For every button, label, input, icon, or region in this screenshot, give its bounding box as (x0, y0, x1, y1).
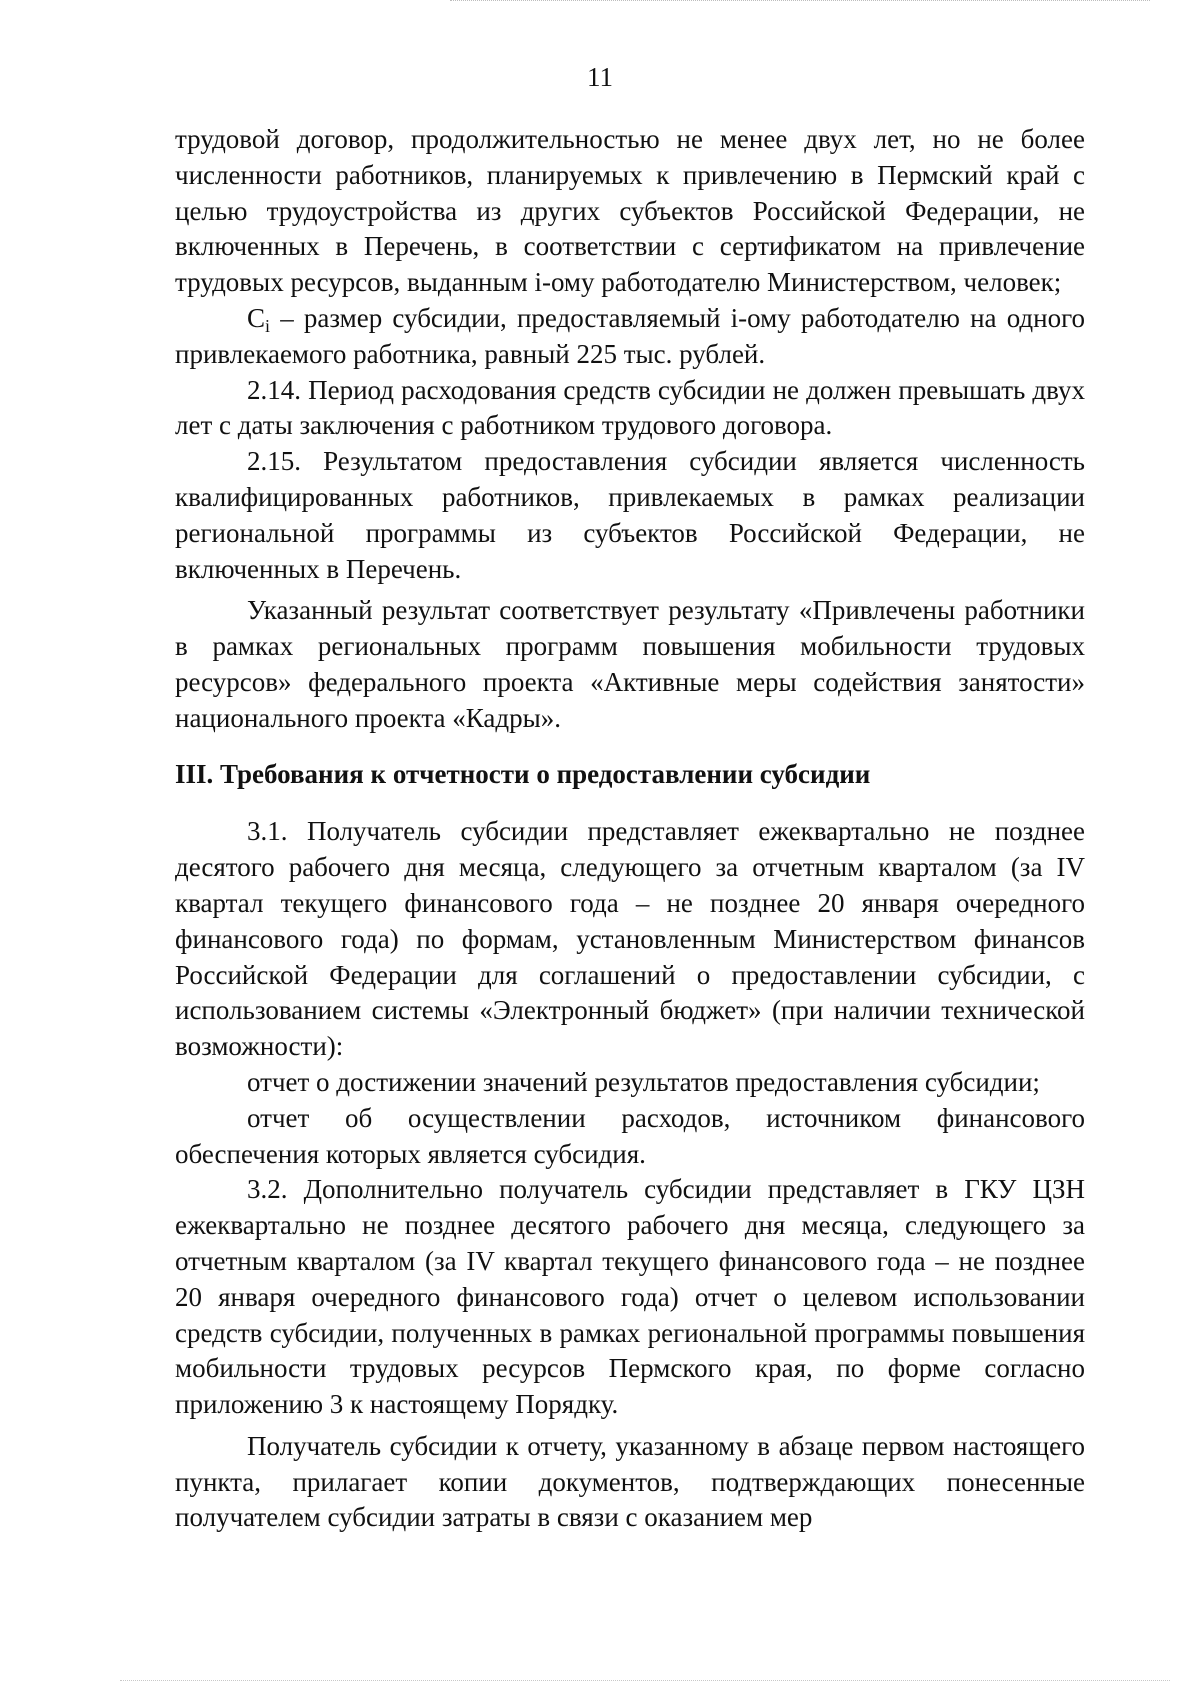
paragraph-3-1: 3.1. Получатель субсидии представляет ежеквартально не позднее десятого рабочего дня месяца, следующего за отчетным кварталом (за IV квартал текущего финансового года – не позднее 20 января очередного финансового года) по формам, установленным Министерством финансов Российской Федерации для соглашений о предоставлении субсидии, с использованием системы «Электронный бюджет» (при наличии технической возможности): (175, 816, 1085, 1062)
document-body (175, 122, 1085, 1536)
paragraph-report-results: отчет о достижении значений результатов предоставления субсидии; (247, 1066, 1040, 1097)
paragraph-3-2: 3.2. Дополнительно получатель субсидии представляет в ГКУ ЦЗН ежеквартально не позднее десятого рабочего дня месяца, следующего за отчетным кварталом (за IV квартал текущего финансового года – не позднее 20 января очередного финансового года) отчет о целевом использовании средств субсидии, полученных в рамках региональной программы повышения мобильности трудовых ресурсов Пермского края, по форме согласно приложению 3 к настоящему Порядку. (175, 1174, 1085, 1420)
paragraph-attachments: Получатель субсидии к отчету, указанному в абзаце первом настоящего пункта, прилагает копии документов, подтверждающих понесенные получателем субсидии затраты в связи с оказанием мер (175, 1430, 1085, 1533)
paragraph-result-correspondence: Указанный результат соответствует результату «Привлечены работники в рамках региональных программ повышения мобильности трудовых ресурсов» федерального проекта «Активные меры содействия занятости» национального проекта «Кадры». (175, 595, 1085, 733)
paragraph-ci-definition (175, 301, 1085, 373)
ci-subscript: i (265, 315, 271, 336)
paragraph-2-14: 2.14. Период расходования средств субсидии не должен превышать двух лет с даты заключения с работником трудового договора. (175, 374, 1085, 441)
ci-symbol: C (247, 302, 266, 333)
scan-edge-bottom (120, 1680, 1170, 1683)
paragraph-2-15: 2.15. Результатом предоставления субсидии является численность квалифицированных работников, привлекаемых в рамках реализации региональной программы из субъектов Российской Федерации, не включенных в Перечень. (175, 446, 1085, 584)
paragraph-report-expenses: отчет об осуществлении расходов, источником финансового обеспечения которых является субсидия. (175, 1102, 1085, 1169)
ci-definition-text: – размер субсидии, предоставляемый i-ому работодателю на одного привлекаемого работника, равный 225 тыс. рублей. (175, 302, 1085, 369)
scan-edge-top (450, 0, 1150, 3)
page-number: 11 (587, 62, 613, 92)
section-heading: III. Требования к отчетности о предоставлении субсидии (175, 758, 871, 789)
paragraph-continuation: трудовой договор, продолжительностью не менее двух лет, но не более численности работников, планируемых к привлечению в Пермский край с целью трудоустройства из других субъектов Российской Федерации, не включенных в Перечень, в соответствии с сертификатом на привлечение трудовых ресурсов, выданным i-ому работодателю Министерством, человек; (175, 124, 1085, 298)
